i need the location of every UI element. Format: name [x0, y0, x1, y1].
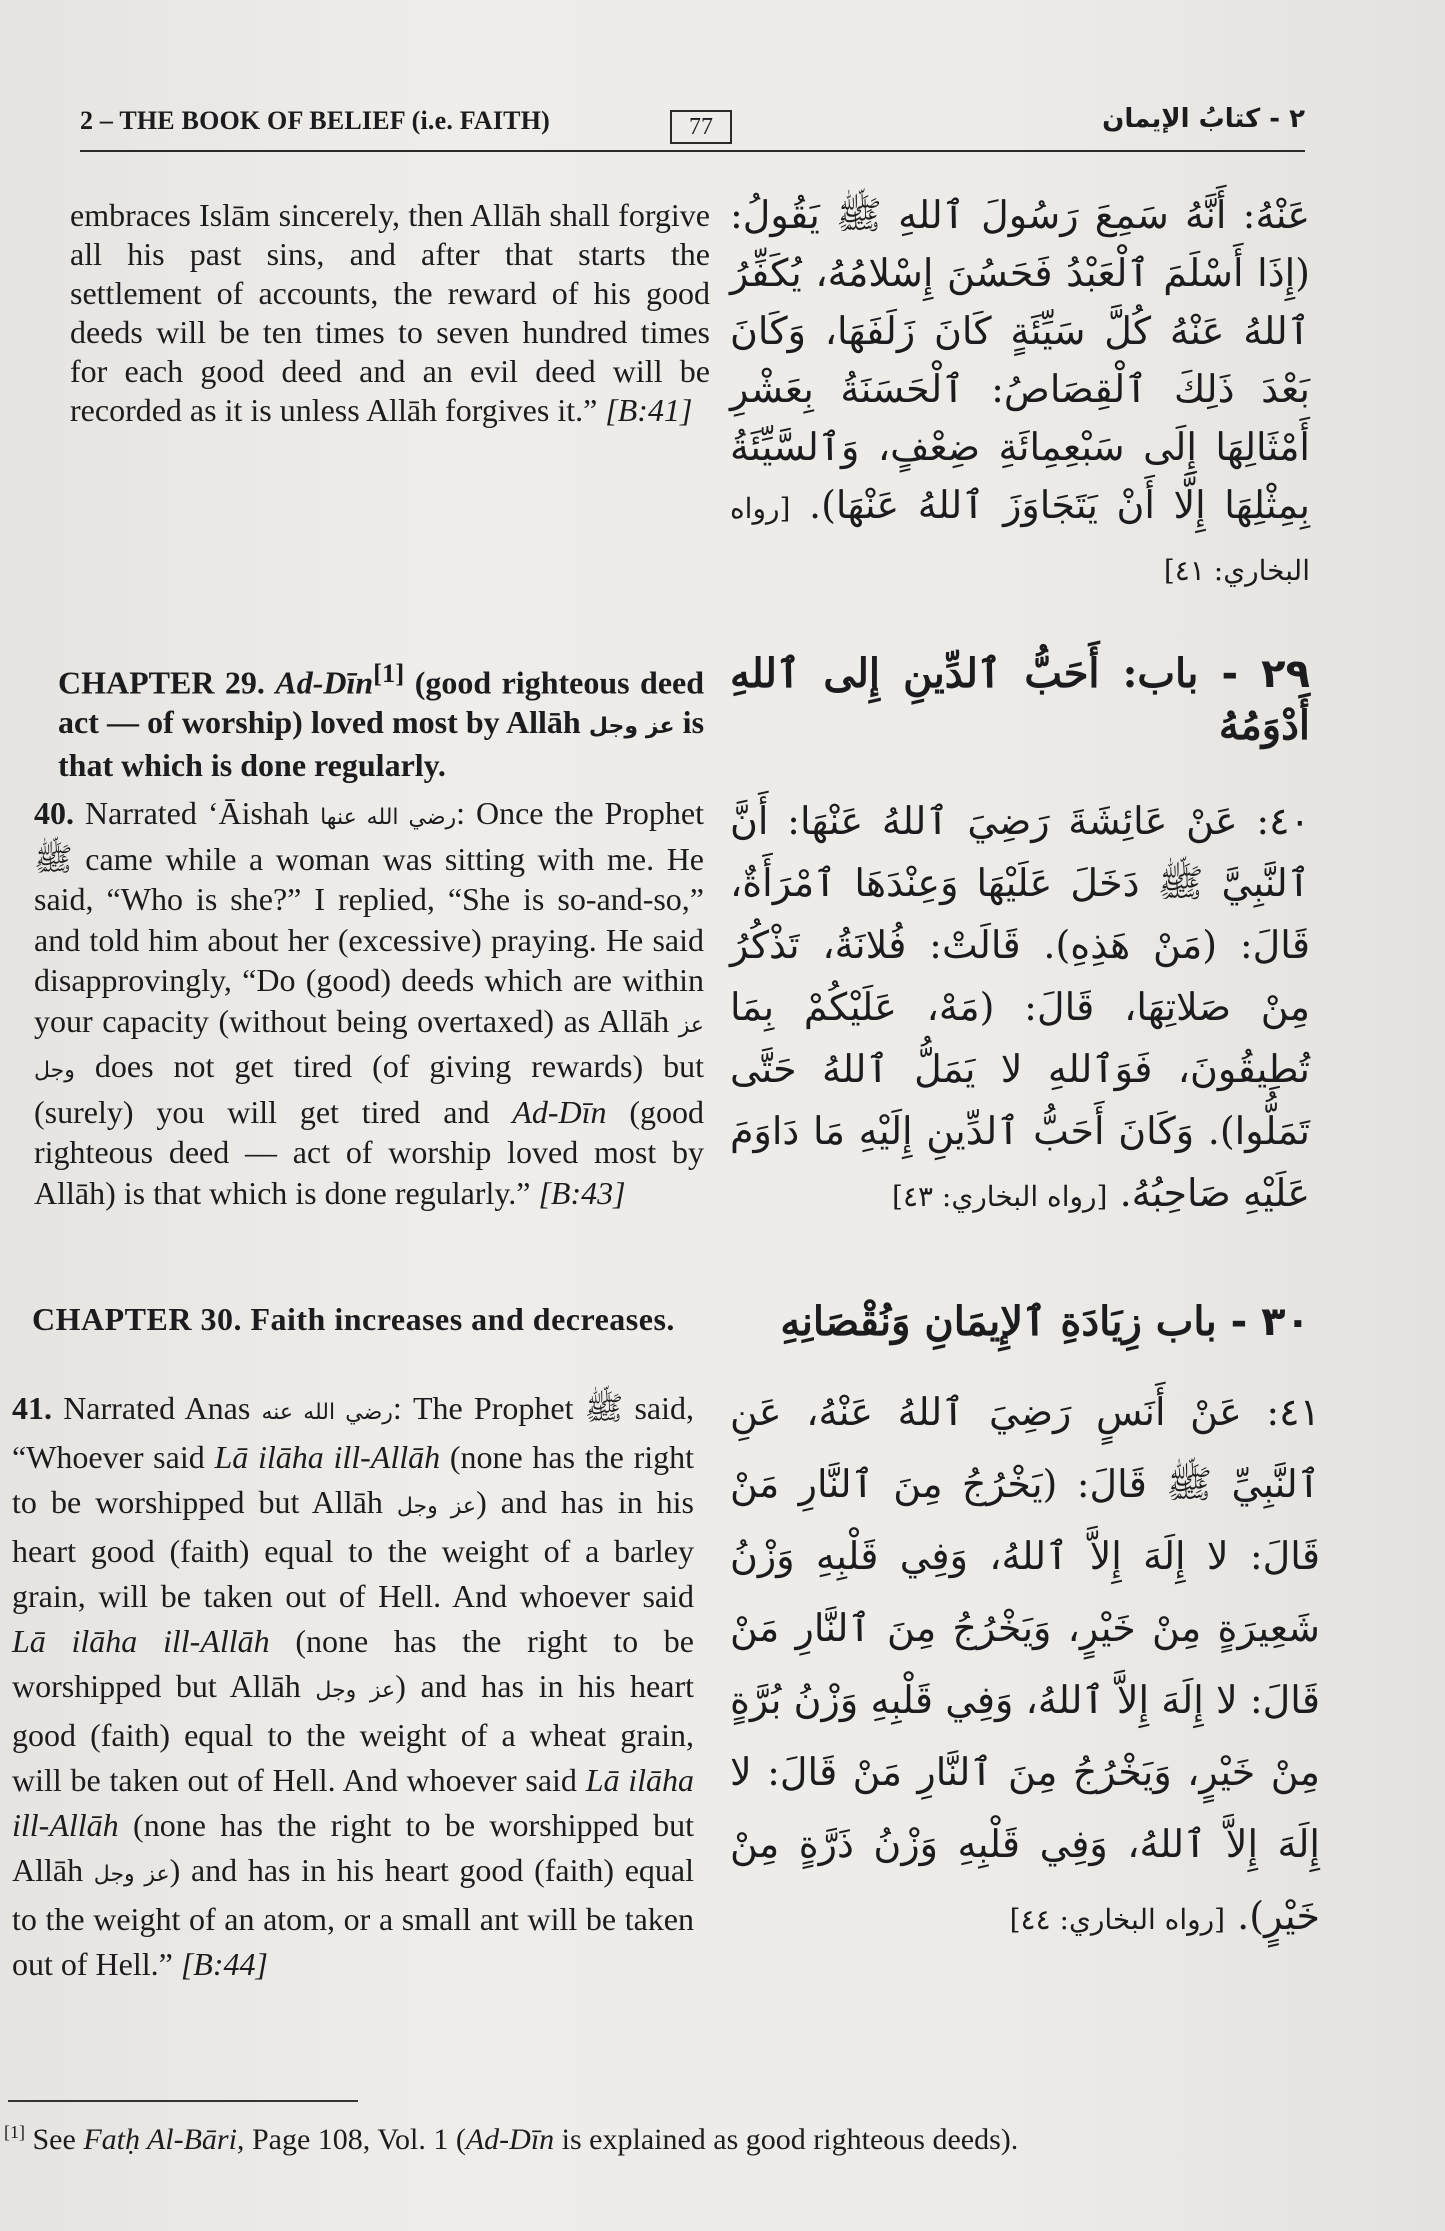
honorific: عز وجل	[93, 1862, 170, 1887]
hadith-text: (none has the right to be worshipped but Allāh	[12, 1439, 695, 1520]
hadith-text: (none has the right to be worshipped but Allāh	[12, 1623, 694, 1704]
honorific: عز وجل	[34, 1012, 704, 1083]
arabic-chapter-number: ٢٩ -	[1221, 651, 1310, 697]
arabic-text: عَنْهُ: أَنَّهُ سَمِعَ رَسُولَ ٱللهِ ﷺ يَقُولُ: (إِذَا أَسْلَمَ ٱلْعَبْدُ فَحَسُنَ إِسْلامُهُ، يُكَفِّرُ ٱللهُ عَنْهُ كُلَّ سَيِّئَةٍ كَانَ زَلَفَهَا، وَكَانَ بَعْدَ ذَلِكَ ٱلْقِصَاصُ: ٱلْحَسَنَةُ بِعَشْرِ أَمْثَالِهَا إِلَى سَبْعِمِائَةِ ضِعْفٍ، وَٱلسَّيِّئَةُ بِمِثْلِهَا إِلَّا أَنْ يَتَجَاوَزَ ٱللهُ عَنْهَا).	[730, 193, 1310, 527]
hadith-41-arabic	[730, 1376, 1320, 1956]
hadith-text: ) and has in his heart good (faith) equal to the weight of a barley grain, will be taken out of Hell. And whoever said	[12, 1484, 694, 1614]
hadith-text: : Once the Prophet ﷺ came while a woman was sitting with me. He said, “Who is she?” I replied, “She is so-and-so,” and told him about her (excessive) praying. He said disapprovingly, “Do (good) deeds which are within your capacity (without being overtaxed) as Allāh	[34, 795, 705, 1039]
term: Ad-Dīn	[512, 1093, 607, 1130]
chapter-term: Ad-Dīn	[275, 664, 374, 701]
hadith-number: 40.	[34, 795, 74, 831]
honorific: عز وجل	[315, 1678, 396, 1703]
chapter-29-arabic-heading	[730, 648, 1310, 752]
footnote	[4, 2112, 1384, 2160]
hadith-40-english	[34, 793, 704, 1213]
narrator: Narrated ‘Āishah	[84, 795, 310, 831]
arabic-text: ٤١: عَنْ أَنَسٍ رَضِيَ ٱللهُ عَنْهُ، عَنِ ٱلنَّبِيِّ ﷺ قَالَ: (يَخْرُجُ مِنَ ٱلنَّارِ مَنْ قَالَ: لا إِلَهَ إِلاَّ ٱللهُ، وَفِي قَلْبِهِ وَزْنُ شَعِيرَةٍ مِنْ خَيْرٍ، وَيَخْرُجُ مِنَ ٱلنَّارِ مَنْ قَالَ: لا إِلَهَ إِلاَّ ٱللهُ، وَفِي قَلْبِهِ وَزْنُ بُرَّةٍ مِنْ خَيْرٍ، وَيَخْرُجُ مِنَ ٱلنَّارِ مَنْ قَالَ: لا إِلَهَ إِلاَّ ٱللهُ، وَفِي قَلْبِهِ وَزْنُ ذَرَّةٍ مِنْ خَيْرٍ).	[730, 1390, 1320, 1938]
hadith-text: (good righteous deed — act of worship loved most by Allāh) is that which is done regularly.”	[34, 1093, 704, 1211]
arabic-chapter-title: زِيَادَةِ ٱلإِيمَانِ وَنُقْصَانِهِ	[780, 1298, 1142, 1345]
english-text: embraces Islām sincerely, then Allāh shall forgive all his past sins, and after that starts the settlement of accounts, the reward of his good deeds will be ten times to seven hundred times for each good deed and an evil deed will be recorded as it is unless Allāh forgives it.”	[70, 197, 710, 428]
arabic-chapter-title: : أَحَبُّ ٱلدِّينِ إِلى ٱللهِ أَدْوَمُهُ	[730, 650, 1310, 749]
footnote-marker: [1]	[373, 658, 405, 688]
running-head-arabic: ٢ - كتابُ الإيمان	[1102, 104, 1305, 134]
shahada-phrase: Lā ilāha ill-Allāh	[12, 1762, 695, 1843]
arabic-reference: [رواه البخاري: ٤٤]	[1009, 1903, 1226, 1936]
arabic-bab: باب	[1137, 650, 1199, 697]
hadith-text: (none has the right to be worshipped but Allāh	[12, 1807, 694, 1888]
hadith-text: does not get tired (of giving rewards) but (surely) you will get tired and	[34, 1048, 705, 1130]
hadith-41-english	[12, 1386, 694, 1987]
honorific: رضي الله عنها	[320, 805, 457, 830]
hadith-text: : The Prophet ﷺ said, “Whoever said	[12, 1390, 695, 1475]
arabic-text: ٤٠: عَنْ عَائِشَةَ رَضِيَ ٱللهُ عَنْهَا: أَنَّ ٱلنَّبِيَّ ﷺ دَخَلَ عَلَيْهَا وَعِنْدَهَا ٱمْرَأَةٌ، قَالَ: (مَنْ هَذِهِ). قَالَتْ: فُلانَةُ، تَذْكُرُ مِنْ صَلاتِهَا، قَالَ: (مَهْ، عَلَيْكُمْ بِمَا تُطِيقُونَ، فَوَٱللهِ لا يَمَلُّ ٱللهُ حَتَّى تَمَلُّوا). وَكَانَ أَحَبُّ ٱلدِّينِ إِلَيْهِ مَا دَاوَمَ عَلَيْهِ صَاحِبُهُ.	[730, 799, 1310, 1215]
chapter-29-heading	[58, 654, 704, 785]
hadith-40-arabic	[730, 790, 1310, 1228]
hadith-text: ) and has in his heart good (faith) equal to the weight of a wheat grain, will be taken out of Hell. And whoever said	[12, 1668, 695, 1798]
running-head-title: 2 – THE BOOK OF BELIEF (i.e. FAITH)	[80, 106, 550, 135]
arabic-reference: [رواه البخاري: ٤٣]	[892, 1180, 1108, 1213]
hadith-39-arabic-continuation	[730, 186, 1310, 600]
chapter-title-text: (good righteous deed act — of worship) loved most by Allāh	[58, 664, 705, 740]
chapter-30-heading	[32, 1300, 696, 1339]
chapter-label: CHAPTER 29.	[58, 664, 265, 701]
footnote-term: Ad-Dīn	[465, 2123, 555, 2156]
arabic-reference: [رواه البخاري: ٤١]	[730, 492, 1310, 587]
chapter-title-end: is that which is done regularly.	[58, 703, 705, 783]
footnote-rule	[8, 2100, 358, 2102]
hadith-text: ) and has in his heart good (faith) equal to the weight of an atom, or a small ant will be taken out of Hell.”	[12, 1852, 694, 1982]
chapter-title: CHAPTER 30. Faith increases and decreases.	[32, 1301, 675, 1337]
footnote-mark: [1]	[4, 2122, 25, 2142]
footnote-source: Fatḥ Al-Bāri,	[83, 2123, 245, 2156]
reference: [B:41]	[605, 392, 693, 428]
shahada-phrase: Lā ilāha ill-Allāh	[214, 1439, 441, 1475]
arabic-chapter-number: ٣٠ -	[1230, 1299, 1310, 1345]
reference: [B:43]	[538, 1174, 626, 1211]
footnote-text: Page 108, Vol. 1 (	[251, 2123, 466, 2156]
reference: [B:44]	[180, 1946, 268, 1982]
arabic-bab: باب	[1155, 1298, 1217, 1345]
page-number: 77	[670, 110, 732, 144]
honorific: عز وجل	[396, 1494, 477, 1519]
footnote-text: is explained as good righteous deeds).	[561, 2123, 1019, 2156]
running-head	[80, 104, 1305, 152]
narrator: Narrated Anas	[63, 1390, 251, 1426]
honorific: رضي الله عنه	[261, 1400, 393, 1425]
honorific: عز وجل	[588, 713, 675, 739]
shahada-phrase: Lā ilāha ill-Allāh	[12, 1623, 270, 1659]
footnote-text: See	[32, 2123, 76, 2156]
hadith-number: 41.	[12, 1390, 52, 1426]
hadith-39-english-continuation	[70, 196, 710, 430]
chapter-30-arabic-heading	[730, 1296, 1310, 1348]
